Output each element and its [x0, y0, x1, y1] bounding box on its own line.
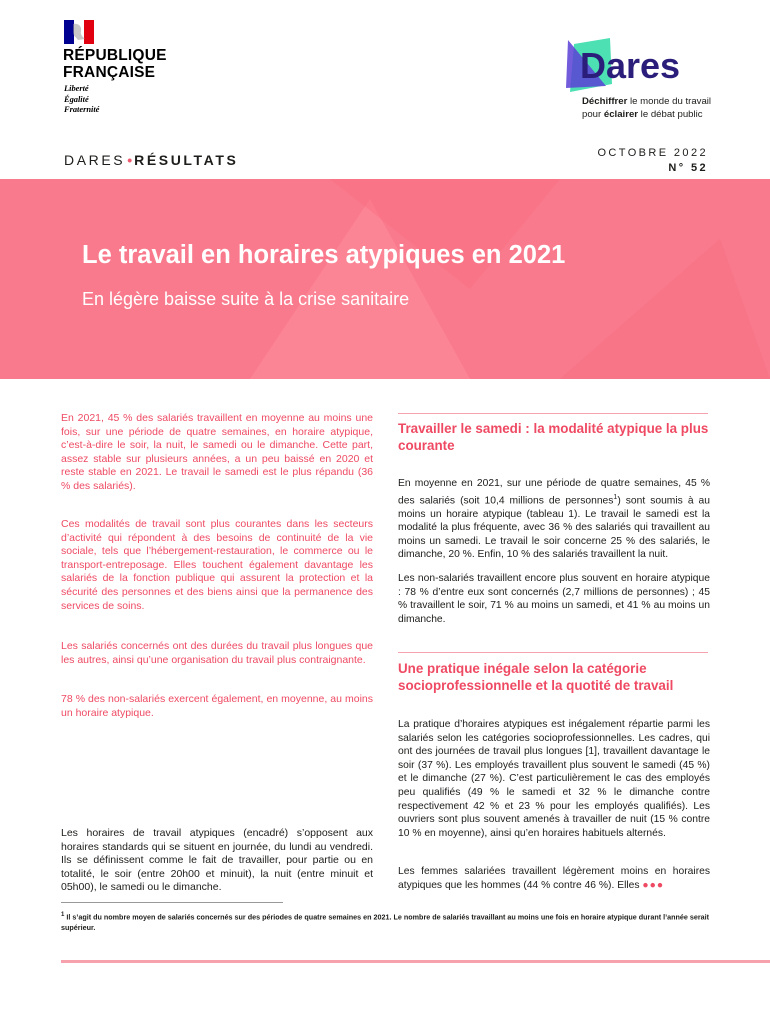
footnote: $^1$ Il s’agit du nombre moyen de salariés concernés sur des périodes de quatre semaines en 2021. Le nombre de salariés travaillant au moins une fois en horaire atypique durant l’année serait supérieur. — [61, 912, 710, 932]
banner-decoration — [0, 179, 770, 379]
section-heading: Une pratique inégale selon la catégorie socioprofessionnelle et la quotité de travail — [398, 661, 674, 693]
section-divider — [398, 652, 708, 653]
section-divider — [398, 413, 708, 414]
footnote-divider — [61, 902, 283, 903]
summary-paragraph: En 2021, 45 % des salariés travaillent en moyenne au moins une fois, sur une période de quatre semaines, en horaire atypique, c’est-à-dire le soir, la nuit, le samedi ou le dimanche. Cette part, assez stable sur plusieurs années, a un peu baissé en 2020 et reste stable en 2021. Le travail le samedi est le plus répandu (36 % des salariés). — [61, 412, 373, 492]
dares-logo — [566, 38, 716, 94]
summary-paragraph: Les salariés concernés ont des durées du travail plus longues que les autres, ainsi qu’une organisation du travail plus contraignante. — [61, 640, 373, 666]
summary-paragraph: Ces modalités de travail sont plus courantes dans les secteurs d’activité qui répondent à des besoins de continuité de la vie sociale, tels que l’hébergement-restauration, le commerce ou le transport-entreposage. Elles touchent également davantage les salariés de la fonction publique qui assurent la protection et la sécurité des personnes et des biens ainsi que la permanence des services de soins. — [61, 518, 373, 612]
issue-number: N° 52 — [668, 162, 708, 174]
publication-date: OCTOBRE 2022 — [597, 147, 708, 159]
dares-tagline: Déchiffrer le monde du travail pour éclairer le débat public — [582, 96, 712, 120]
republic-motto: Liberté Égalité Fraternité — [64, 84, 100, 114]
section-heading: Travailler le samedi : la modalité atypique la plus courante — [398, 421, 709, 453]
footnote-ref: 1 — [613, 493, 618, 501]
body-paragraph: La pratique d’horaires atypiques est inégalement répartie parmi les salariés selon les catégories socioprofessionnelles. Les cadres, qui ont des journées de travail plus longues [1], travaillent davantage le soir (37 %). Les employés travaillent plus souvent le samedi (45 %) et le dimanche (27 %). C’est particulièrement le cas des employés peu qualifiés (49 % le samedi et 32 % le dimanche contre respectivement 42 % et 23 % pour les employés qualifiés). Les ouvriers sont plus souvent amenés à travailler de nuit (15 % contre 10 % en moyenne), ainsi qu’en horaires habituels alternés. — [398, 719, 710, 839]
summary-paragraph: 78 % des non-salariés exercent également, en moyenne, au moins un horaire atypique. — [61, 693, 373, 719]
bottom-divider — [61, 960, 770, 963]
publication-series: DARES • RÉSULTATS — [64, 152, 239, 168]
republique-francaise-name: RÉPUBLIQUE FRANÇAISE — [63, 47, 167, 81]
intro-paragraph: Les horaires de travail atypiques (encadré) s’opposent aux horaires standards qui se situent en journée, du lundi au vendredi. Ils se définissent comme le fait de travailler, pour partie ou en totalité, le soir (entre 20h00 et minuit), la nuit (entre minuit et 05h00), le samedi ou le dimanche. — [61, 827, 373, 894]
continue-marker: ●●● — [642, 879, 665, 891]
dares-logo-text: Dares — [580, 45, 681, 86]
page-title: Le travail en horaires atypiques en 2021 — [82, 241, 566, 269]
body-paragraph: En moyenne en 2021, sur une période de quatre semaines, 45 % des salariés (soit 10,4 millions de personnes$^1$) sont soumis à au moins un horaire atypique (tableau 1). Le travail le samedi est la modalité la plus fréquente, avec 36 % des salariés qui travaillent au moins un samedi. Le travail le soir concerne 25 % des salariés, le dimanche, 20 %. Enfin, 10 % des salariés travaillent la nuit. — [398, 478, 710, 561]
issue-info — [597, 146, 708, 176]
body-paragraph: Les non-salariés travaillent encore plus souvent en horaire atypique : 78 % d’entre eux sont concernés (2,7 millions de personnes) ; 45 % travaillent le soir, 71 % au moins un samedi, et 41 % au moins un dimanche. — [398, 573, 710, 625]
page-subtitle: En légère baisse suite à la crise sanitaire — [82, 289, 410, 309]
body-paragraph: Les femmes salariées travaillent légèrement moins en horaires atypiques que les hommes (44 % contre 46 %). Elles ●●● — [398, 866, 710, 891]
marianne-flag-icon — [64, 20, 94, 44]
title-banner — [0, 179, 770, 379]
